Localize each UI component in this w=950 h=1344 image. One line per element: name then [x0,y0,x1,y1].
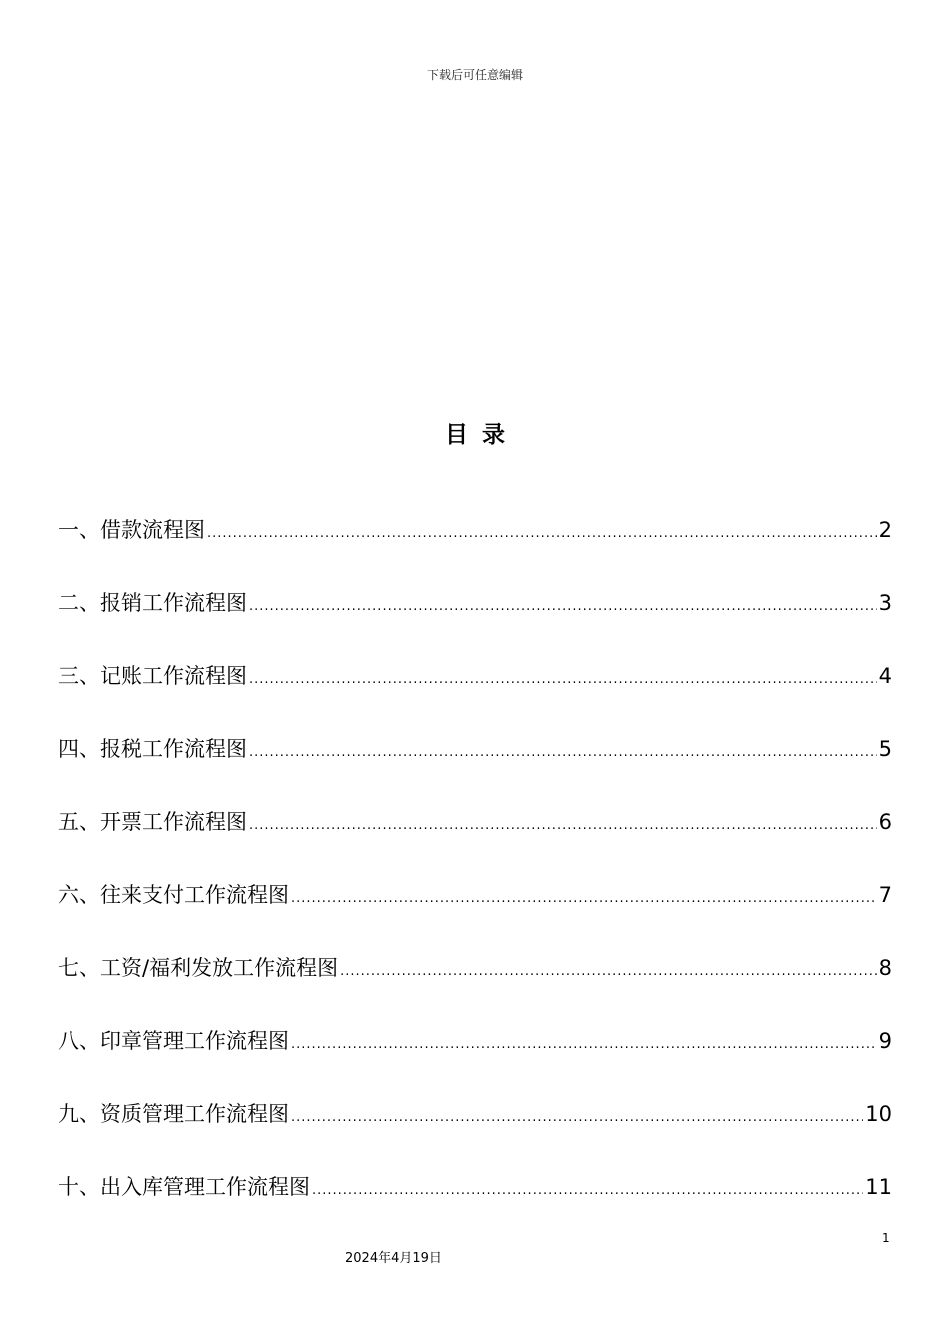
toc-page-number: 9 [878,1029,892,1053]
toc-page-number: 11 [865,1175,892,1199]
toc-dot-leader [249,808,877,844]
toc-page-number: 4 [878,664,892,688]
toc-entry-text: 六、往来支付工作流程图 [58,883,289,907]
toc-dot-leader [249,589,877,625]
toc-page-number: 6 [878,810,892,834]
toc-page-number: 5 [878,737,892,761]
toc-entry[interactable] [58,1023,892,1096]
toc-entry[interactable] [58,1169,892,1242]
toc-entry-text: 五、开票工作流程图 [58,810,247,834]
toc-entry[interactable] [58,950,892,1023]
toc-dot-leader [249,662,877,698]
toc-title: 目录 [445,422,519,448]
toc-dot-leader [340,954,877,990]
toc-dot-leader [291,881,877,917]
toc-entry-text: 八、印章管理工作流程图 [58,1029,289,1053]
toc-entry-text: 三、记账工作流程图 [58,664,247,688]
toc-entry-text: 四、报税工作流程图 [58,737,247,761]
toc-dot-leader [249,735,877,771]
toc-dot-leader [291,1100,863,1136]
toc-dot-leader [312,1173,863,1209]
toc-page-number: 10 [865,1102,892,1126]
toc-entry[interactable] [58,731,892,804]
toc-entry[interactable] [58,658,892,731]
toc-page-number: 2 [878,518,892,542]
toc-entry-text: 十、出入库管理工作流程图 [58,1175,310,1199]
toc-entry-text: 九、资质管理工作流程图 [58,1102,289,1126]
toc-list [58,512,892,1242]
toc-entry[interactable] [58,585,892,658]
toc-dot-leader [207,516,877,552]
toc-entry-text: 七、工资/福利发放工作流程图 [58,956,339,980]
toc-entry[interactable] [58,877,892,950]
toc-page-number: 3 [878,591,892,615]
toc-page-number: 8 [878,956,892,980]
toc-entry[interactable] [58,804,892,877]
footer-date: 2024年4月19日 [345,1251,442,1266]
toc-entry-text: 一、借款流程图 [58,518,205,542]
header-note: 下载后可任意编辑 [426,68,523,82]
toc-entry[interactable] [58,1096,892,1169]
toc-page-number: 7 [878,883,892,907]
toc-entry-text: 二、报销工作流程图 [58,591,247,615]
toc-entry[interactable] [58,512,892,585]
toc-dot-leader [291,1027,877,1063]
page-number: 1 [882,1231,890,1245]
